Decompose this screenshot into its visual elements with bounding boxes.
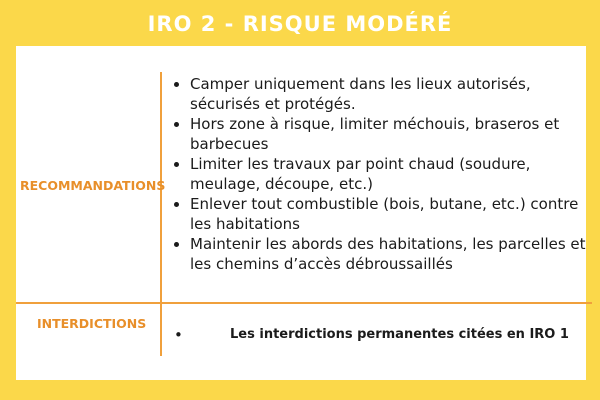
interdictions-list [172, 325, 582, 345]
list-item: • Enlever tout combustible (bois, butane, etc.) contre les habitations [190, 194, 600, 234]
recommandations-list [172, 74, 600, 274]
column-divider [160, 72, 162, 356]
interdictions-label: INTERDICTIONS [37, 316, 147, 331]
list-item: • Maintenir les abords des habitations, les parcelles et les chemins d’accès débroussaillés [190, 234, 600, 274]
list-item: • Hors zone à risque, limiter méchouis, braseros et barbecues [190, 114, 600, 154]
page-title: IRO 2 - RISQUE MODÉRÉ [147, 12, 453, 36]
list-item: • Camper uniquement dans les lieux autorisés, sécurisés et protégés. [190, 74, 600, 114]
bullet-icon: • [174, 326, 183, 344]
list-item: • Limiter les travaux par point chaud (soudure, meulage, découpe, etc.) [190, 154, 600, 194]
list-item: Les interdictions permanentes citées en IRO 1 [230, 327, 569, 342]
row-divider [16, 302, 592, 304]
risk-table [16, 46, 586, 380]
recommandations-label: RECOMMANDATIONS [20, 178, 166, 193]
